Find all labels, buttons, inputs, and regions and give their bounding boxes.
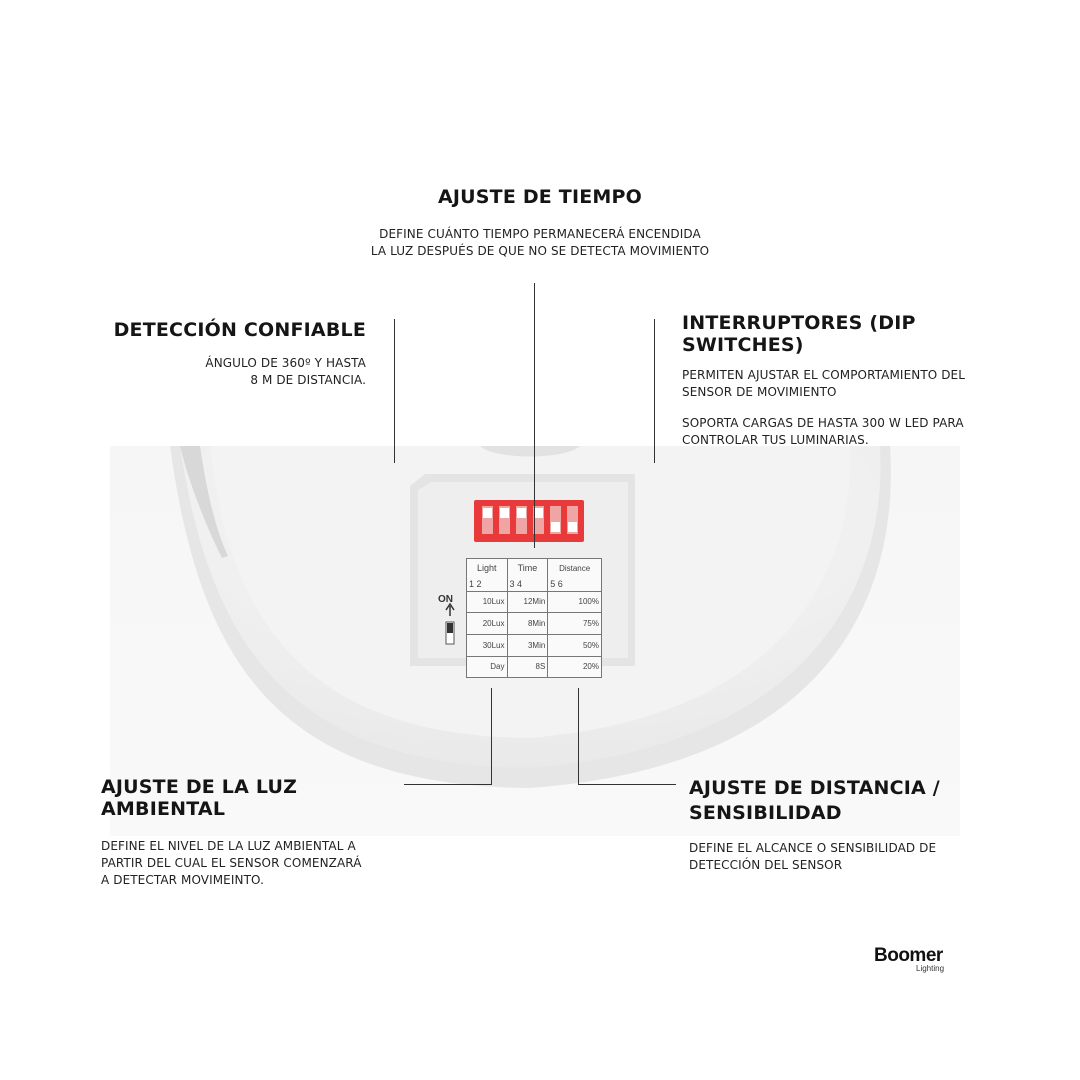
time-value-3: 3Min xyxy=(507,634,548,656)
callout-distancia-title-1: AJUSTE DE DISTANCIA / xyxy=(689,777,940,799)
callout-deteccion-title: DETECCIÓN CONFIABLE xyxy=(113,319,366,341)
callout-luz-line-2: PARTIR DEL CUAL EL SENSOR COMENZARÁ xyxy=(101,856,362,870)
callout-interruptores-line-4: CONTROLAR TUS LUMINARIAS. xyxy=(682,433,869,447)
leader-line-interruptores xyxy=(654,319,655,463)
callout-luz-line-3: A DETECTAR MOVIMEINTO. xyxy=(101,873,264,887)
callout-distancia-title-2: SENSIBILIDAD xyxy=(689,802,842,824)
header-time: Time xyxy=(507,559,548,577)
leader-line-deteccion xyxy=(394,319,395,463)
callout-interruptores xyxy=(682,312,992,449)
light-value-4: Day xyxy=(467,656,507,677)
switch-numbers-light: 1 2 xyxy=(467,577,507,591)
callout-tiempo-line-2: LA LUZ DESPUÉS DE QUE NO SE DETECTA MOVIMIENTO xyxy=(370,244,710,258)
switch-numbers-distance: 5 6 xyxy=(550,578,563,589)
header-distance: Distance xyxy=(559,563,591,573)
callout-deteccion xyxy=(100,319,366,389)
callout-distancia-line-2: DETECCIÓN DEL SENSOR xyxy=(689,858,843,872)
callout-tiempo-line-1: DEFINE CUÁNTO TIEMPO PERMANECERÁ ENCENDIDA xyxy=(379,227,701,241)
leader-line-luz-vertical xyxy=(491,688,492,785)
callout-luz xyxy=(101,776,401,889)
callout-interruptores-line-1: PERMITEN AJUSTAR EL COMPORTAMIENTO DEL xyxy=(682,368,966,382)
brand-logo xyxy=(874,945,964,973)
callout-distancia-line-1: DEFINE EL ALCANCE O SENSIBILIDAD DE xyxy=(689,841,937,855)
callout-interruptores-line-2: SENSOR DE MOVIMIENTO xyxy=(682,385,837,399)
leader-line-tiempo xyxy=(534,283,535,548)
switch-numbers-time: 3 4 xyxy=(507,577,548,591)
callout-interruptores-line-3: SOPORTA CARGAS DE HASTA 300 W LED PARA xyxy=(682,416,964,430)
leader-line-distancia-horizontal xyxy=(578,784,676,785)
brand-logo-sub: Lighting xyxy=(916,964,945,973)
distance-value-1: 100% xyxy=(578,597,599,607)
header-light: Light xyxy=(467,559,507,577)
callout-deteccion-line-2: 8 M DE DISTANCIA. xyxy=(250,373,366,387)
switch-settings-table xyxy=(466,558,602,678)
distance-value-2: 75% xyxy=(582,619,599,629)
callout-distancia xyxy=(689,777,989,874)
on-label: ON xyxy=(438,594,453,605)
distance-value-3: 50% xyxy=(582,640,599,650)
callout-luz-line-1: DEFINE EL NIVEL DE LA LUZ AMBIENTAL A xyxy=(101,839,356,853)
callout-interruptores-title: INTERRUPTORES (DIP SWITCHES) xyxy=(682,312,916,356)
light-value-1: 10Lux xyxy=(467,591,507,613)
callout-tiempo-title: AJUSTE DE TIEMPO xyxy=(438,186,642,208)
leader-line-distancia-vertical xyxy=(578,688,579,785)
time-value-2: 8Min xyxy=(507,613,548,635)
light-value-3: 30Lux xyxy=(467,634,507,656)
time-value-1: 12Min xyxy=(507,591,548,613)
brand-logo-name: Boomer xyxy=(874,945,943,966)
time-value-4: 8S xyxy=(507,656,548,677)
callout-deteccion-line-1: ÁNGULO DE 360º Y HASTA xyxy=(205,356,366,370)
light-value-2: 20Lux xyxy=(467,613,507,635)
leader-line-luz-horizontal xyxy=(404,784,492,785)
callout-tiempo xyxy=(340,186,740,260)
distance-value-4: 20% xyxy=(582,662,599,672)
callout-luz-title: AJUSTE DE LA LUZ AMBIENTAL xyxy=(101,776,298,820)
